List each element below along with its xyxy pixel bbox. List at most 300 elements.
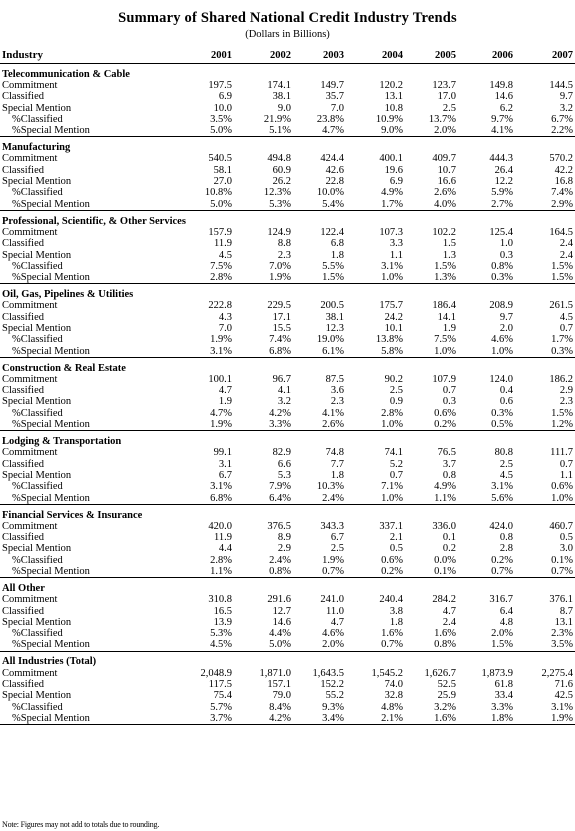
table-cell: 4.4% <box>269 628 291 640</box>
table-cell: 3.7% <box>210 712 232 724</box>
table-cell: 26.4 <box>494 164 513 176</box>
table-cell: 0.7% <box>381 639 403 651</box>
table-cell: 1.9 <box>442 322 456 334</box>
table-cell: 27.0 <box>213 176 232 188</box>
table-cell: 10.0 <box>213 102 232 114</box>
table-cell: 0.2% <box>491 554 513 566</box>
header-year: 2002 <box>270 50 291 61</box>
table-cell: 3.3 <box>389 238 403 250</box>
table-cell: 337.1 <box>379 520 403 532</box>
table-cell: 10.1 <box>384 322 403 334</box>
section-heading <box>0 656 575 667</box>
table-cell: 107.3 <box>379 226 403 238</box>
table-cell: 61.8 <box>494 679 513 691</box>
table-cell: 1,545.2 <box>371 667 403 679</box>
table-cell: 14.6 <box>494 91 513 103</box>
table-cell: 2.6% <box>434 187 456 199</box>
table-row <box>0 668 575 679</box>
table-cell: 35.7 <box>325 91 344 103</box>
table-cell: 1.7% <box>381 198 403 210</box>
table-cell: 55.2 <box>325 690 344 702</box>
table-cell: 208.9 <box>489 300 513 312</box>
table-row <box>0 532 575 543</box>
table-cell: 7.1% <box>381 481 403 493</box>
table-cell: 0.9 <box>389 396 403 408</box>
table-cell: 0.6% <box>434 407 456 419</box>
table-cell: 8.7 <box>559 605 573 617</box>
table-cell: 3.4% <box>322 712 344 724</box>
table-cell: 13.9 <box>213 616 232 628</box>
row-label: Commitment <box>2 300 58 312</box>
table-cell: 42.2 <box>554 164 573 176</box>
row-label: %Special Mention <box>12 345 90 357</box>
table-cell: 376.1 <box>549 594 573 606</box>
section-title: Lodging & Transportation <box>2 436 122 448</box>
table-cell: 76.5 <box>437 447 456 459</box>
section-heading <box>0 289 575 300</box>
table-cell: 157.9 <box>208 226 232 238</box>
table-cell: 4.7% <box>322 125 344 137</box>
row-label: Commitment <box>2 153 58 165</box>
table-cell: 5.0% <box>210 125 232 137</box>
table-row <box>0 679 575 690</box>
table-row <box>0 334 575 345</box>
table-cell: 0.2 <box>442 543 456 555</box>
section-title: Manufacturing <box>2 142 71 154</box>
table-cell: 0.8 <box>499 532 513 544</box>
table-cell: 316.7 <box>489 594 513 606</box>
table-cell: 32.8 <box>384 690 403 702</box>
table-cell: 3.5% <box>551 639 573 651</box>
row-label: %Classified <box>12 701 63 713</box>
table-cell: 87.5 <box>325 373 344 385</box>
table-row <box>0 690 575 701</box>
table-row <box>0 346 575 358</box>
table-cell: 2.6% <box>322 419 344 431</box>
table-cell: 4.8 <box>499 616 513 628</box>
table-row <box>0 125 575 137</box>
table-cell: 1.3 <box>442 249 456 261</box>
section-heading <box>0 363 575 374</box>
table-cell: 6.4% <box>269 492 291 504</box>
table-cell: 24.2 <box>384 311 403 323</box>
row-label: Classified <box>2 532 44 544</box>
industry-trends-table <box>0 48 575 725</box>
table-cell: 111.7 <box>550 447 573 459</box>
table-cell: 570.2 <box>549 153 573 165</box>
table-cell: 4.7 <box>330 616 344 628</box>
table-cell: 100.1 <box>208 373 232 385</box>
table-cell: 3.5% <box>210 113 232 125</box>
table-cell: 8.9 <box>277 532 291 544</box>
table-cell: 22.8 <box>325 176 344 188</box>
table-cell: 11.9 <box>214 532 232 544</box>
table-cell: 6.9 <box>218 91 232 103</box>
table-cell: 4.5 <box>218 249 232 261</box>
table-cell: 376.5 <box>267 520 291 532</box>
row-label: %Special Mention <box>12 492 90 504</box>
table-cell: 2.4% <box>322 492 344 504</box>
table-cell: 2.0% <box>322 639 344 651</box>
table-row <box>0 187 575 198</box>
table-cell: 157.1 <box>267 679 291 691</box>
table-cell: 6.1% <box>322 345 344 357</box>
table-cell: 343.3 <box>320 520 344 532</box>
table-row <box>0 91 575 102</box>
table-cell: 2.4 <box>559 249 573 261</box>
table-cell: 6.2 <box>499 102 513 114</box>
table-cell: 4.1% <box>322 407 344 419</box>
table-row <box>0 272 575 284</box>
table-cell: 14.1 <box>437 311 456 323</box>
table-cell: 5.0% <box>210 198 232 210</box>
table-cell: 1.8 <box>389 616 403 628</box>
table-cell: 17.0 <box>437 91 456 103</box>
table-cell: 11.0 <box>326 605 344 617</box>
table-cell: 4.8% <box>381 701 403 713</box>
row-label: Special Mention <box>2 396 72 408</box>
table-cell: 0.2% <box>434 419 456 431</box>
table-cell: 82.9 <box>272 447 291 459</box>
table-cell: 1.5% <box>551 407 573 419</box>
table-cell: 1,873.9 <box>481 667 513 679</box>
table-cell: 174.1 <box>267 79 291 91</box>
table-cell: 0.8% <box>269 565 291 577</box>
table-cell: 0.4 <box>499 385 513 397</box>
table-cell: 1.2% <box>551 419 573 431</box>
table-cell: 0.2% <box>381 565 403 577</box>
table-cell: 149.8 <box>489 79 513 91</box>
table-cell: 3.1% <box>381 260 403 272</box>
table-cell: 2.2% <box>551 125 573 137</box>
table-cell: 0.1% <box>551 554 573 566</box>
table-cell: 1.7% <box>551 334 573 346</box>
section-title: All Industries (Total) <box>2 656 97 668</box>
header-year: 2001 <box>211 50 232 61</box>
table-row <box>0 713 575 725</box>
table-cell: 2,275.4 <box>541 667 573 679</box>
table-cell: 4.7% <box>210 407 232 419</box>
table-cell: 2.5 <box>442 102 456 114</box>
table-cell: 16.6 <box>437 176 456 188</box>
table-cell: 12.3% <box>263 187 291 199</box>
table-cell: 2.3 <box>330 396 344 408</box>
table-row <box>0 261 575 272</box>
table-cell: 10.9% <box>375 113 403 125</box>
table-cell: 2.1% <box>381 712 403 724</box>
table-cell: 2.5 <box>389 385 403 397</box>
table-cell: 2.8% <box>210 272 232 284</box>
table-cell: 0.8 <box>442 469 456 481</box>
table-cell: 5.6% <box>491 492 513 504</box>
table-cell: 38.1 <box>272 91 291 103</box>
table-cell: 0.7 <box>389 469 403 481</box>
table-cell: 6.9 <box>389 176 403 188</box>
table-cell: 1.1 <box>389 249 403 261</box>
table-cell: 4.5 <box>559 311 573 323</box>
table-cell: 310.8 <box>208 594 232 606</box>
table-cell: 7.0 <box>218 322 232 334</box>
table-cell: 7.4% <box>269 334 291 346</box>
table-row <box>0 606 575 617</box>
header-year: 2006 <box>492 50 513 61</box>
table-cell: 7.5% <box>210 260 232 272</box>
table-cell: 3.1 <box>218 458 232 470</box>
table-cell: 229.5 <box>267 300 291 312</box>
table-row <box>0 176 575 187</box>
table-cell: 6.4 <box>499 605 513 617</box>
table-cell: 3.2 <box>559 102 573 114</box>
table-cell: 33.4 <box>494 690 513 702</box>
table-cell: 14.6 <box>272 616 291 628</box>
table-cell: 15.5 <box>272 322 291 334</box>
row-label: %Special Mention <box>12 712 90 724</box>
table-cell: 1,626.7 <box>424 667 456 679</box>
table-cell: 2.9% <box>551 198 573 210</box>
table-cell: 13.7% <box>428 113 456 125</box>
table-cell: 13.1 <box>384 91 403 103</box>
table-cell: 38.1 <box>325 311 344 323</box>
table-cell: 1.1% <box>434 492 456 504</box>
table-cell: 261.5 <box>549 300 573 312</box>
section-title: All Other <box>2 582 45 594</box>
table-cell: 5.7% <box>210 701 232 713</box>
table-cell: 42.5 <box>554 690 573 702</box>
row-label: %Special Mention <box>12 419 90 431</box>
table-cell: 1,871.0 <box>259 667 291 679</box>
table-cell: 10.8 <box>384 102 403 114</box>
row-label: Special Mention <box>2 616 72 628</box>
table-row <box>0 408 575 419</box>
table-cell: 2.5 <box>499 458 513 470</box>
table-cell: 3.2% <box>434 701 456 713</box>
table-row <box>0 165 575 176</box>
table-row <box>0 470 575 481</box>
header-industry-label: Industry <box>2 49 43 61</box>
table-cell: 5.1% <box>269 125 291 137</box>
table-cell: 9.0 <box>277 102 291 114</box>
table-cell: 90.2 <box>384 373 403 385</box>
table-cell: 12.2 <box>494 176 513 188</box>
table-cell: 2.8% <box>381 407 403 419</box>
table-cell: 0.1% <box>434 565 456 577</box>
table-row <box>0 103 575 114</box>
table-cell: 74.8 <box>325 447 344 459</box>
row-label: Special Mention <box>2 690 72 702</box>
table-cell: 1.8 <box>330 469 344 481</box>
row-label: Special Mention <box>2 543 72 555</box>
table-row <box>0 374 575 385</box>
table-cell: 0.6% <box>381 554 403 566</box>
table-row <box>0 447 575 458</box>
table-cell: 409.7 <box>432 153 456 165</box>
table-row <box>0 459 575 470</box>
table-cell: 26.2 <box>272 176 291 188</box>
table-cell: 0.8% <box>491 260 513 272</box>
table-cell: 1.9 <box>218 396 232 408</box>
table-cell: 124.9 <box>267 226 291 238</box>
table-cell: 186.4 <box>432 300 456 312</box>
table-cell: 424.0 <box>489 520 513 532</box>
table-cell: 1.5% <box>434 260 456 272</box>
section-heading <box>0 583 575 594</box>
table-cell: 80.8 <box>494 447 513 459</box>
table-cell: 3.1% <box>551 701 573 713</box>
table-cell: 5.0% <box>269 639 291 651</box>
table-row <box>0 702 575 713</box>
table-cell: 4.4 <box>218 543 232 555</box>
table-cell: 7.5% <box>434 334 456 346</box>
header-year: 2004 <box>382 50 403 61</box>
table-cell: 400.1 <box>379 153 403 165</box>
table-cell: 7.0 <box>330 102 344 114</box>
table-cell: 5.9% <box>491 187 513 199</box>
table-row <box>0 323 575 334</box>
row-label: Commitment <box>2 667 58 679</box>
table-row <box>0 238 575 249</box>
table-cell: 4.1 <box>277 385 291 397</box>
row-label: Commitment <box>2 226 58 238</box>
table-cell: 2.9 <box>277 543 291 555</box>
table-cell: 4.3 <box>218 311 232 323</box>
table-cell: 5.3% <box>210 628 232 640</box>
row-label: %Classified <box>12 554 63 566</box>
table-row <box>0 481 575 492</box>
table-cell: 6.8% <box>210 492 232 504</box>
table-cell: 3.1% <box>491 481 513 493</box>
table-cell: 149.7 <box>320 79 344 91</box>
row-label: %Classified <box>12 113 63 125</box>
table-cell: 460.7 <box>549 520 573 532</box>
table-cell: 10.3% <box>316 481 344 493</box>
section-heading <box>0 510 575 521</box>
table-cell: 1.5% <box>491 639 513 651</box>
row-label: Commitment <box>2 79 58 91</box>
table-cell: 16.5 <box>213 605 232 617</box>
row-label: %Classified <box>12 407 63 419</box>
table-cell: 241.0 <box>320 594 344 606</box>
table-cell: 0.3 <box>442 396 456 408</box>
table-row <box>0 385 575 396</box>
row-label: %Classified <box>12 260 63 272</box>
table-cell: 7.0% <box>269 260 291 272</box>
table-cell: 6.6 <box>277 458 291 470</box>
table-cell: 102.2 <box>432 226 456 238</box>
table-cell: 0.7% <box>551 565 573 577</box>
section-title: Telecommunication & Cable <box>2 68 130 80</box>
table-cell: 0.3% <box>551 345 573 357</box>
table-cell: 0.6% <box>551 481 573 493</box>
table-cell: 1.6% <box>381 628 403 640</box>
table-cell: 74.1 <box>384 447 403 459</box>
section-title: Oil, Gas, Pipelines & Utilities <box>2 289 134 301</box>
table-cell: 2.8% <box>210 554 232 566</box>
table-cell: 9.7% <box>491 113 513 125</box>
section-heading <box>0 69 575 80</box>
table-cell: 2.3 <box>277 249 291 261</box>
row-label: %Special Mention <box>12 272 90 284</box>
footnote: Note: Figures may not add to totals due to rounding. <box>2 820 160 829</box>
section-title: Professional, Scientific, & Other Services <box>2 215 186 227</box>
table-cell: 12.3 <box>325 322 344 334</box>
table-cell: 9.7 <box>499 311 513 323</box>
table-cell: 13.8% <box>375 334 403 346</box>
table-cell: 1.0% <box>381 419 403 431</box>
table-cell: 4.5 <box>499 469 513 481</box>
table-cell: 444.3 <box>489 153 513 165</box>
table-cell: 2.3% <box>551 628 573 640</box>
table-cell: 2.3 <box>559 396 573 408</box>
table-cell: 125.4 <box>489 226 513 238</box>
table-cell: 1.6% <box>434 628 456 640</box>
table-cell: 0.7% <box>491 565 513 577</box>
page-title: Summary of Shared National Credit Industry Trends <box>118 10 457 26</box>
table-cell: 1.5 <box>442 238 456 250</box>
table-cell: 17.1 <box>272 311 291 323</box>
table-header <box>0 48 575 64</box>
row-label: Special Mention <box>2 322 72 334</box>
row-label: %Classified <box>12 481 63 493</box>
table-cell: 2.0 <box>499 322 513 334</box>
table-cell: 6.8 <box>330 238 344 250</box>
table-row <box>0 617 575 628</box>
table-row <box>0 227 575 238</box>
table-cell: 1.0 <box>499 238 513 250</box>
row-label: Commitment <box>2 373 58 385</box>
section-heading <box>0 436 575 447</box>
table-cell: 107.9 <box>432 373 456 385</box>
table-row <box>0 300 575 311</box>
table-cell: 5.8% <box>381 345 403 357</box>
table-cell: 3.1% <box>210 345 232 357</box>
table-cell: 3.0 <box>559 543 573 555</box>
table-cell: 3.8 <box>389 605 403 617</box>
row-label: Special Mention <box>2 176 72 188</box>
table-cell: 96.7 <box>272 373 291 385</box>
table-row <box>0 199 575 211</box>
table-cell: 164.5 <box>549 226 573 238</box>
table-row <box>0 521 575 532</box>
table-cell: 6.7 <box>330 532 344 544</box>
row-label: Classified <box>2 164 44 176</box>
table-cell: 222.8 <box>208 300 232 312</box>
table-cell: 1.0% <box>551 492 573 504</box>
table-cell: 1.6% <box>434 712 456 724</box>
table-cell: 79.0 <box>272 690 291 702</box>
table-cell: 6.7% <box>551 113 573 125</box>
table-cell: 25.9 <box>437 690 456 702</box>
table-cell: 186.2 <box>549 373 573 385</box>
table-cell: 10.7 <box>437 164 456 176</box>
header-year: 2005 <box>435 50 456 61</box>
table-cell: 494.8 <box>267 153 291 165</box>
row-label: Special Mention <box>2 249 72 261</box>
table-cell: 1.8% <box>491 712 513 724</box>
table-cell: 4.5% <box>210 639 232 651</box>
table-cell: 1.9% <box>269 272 291 284</box>
table-cell: 3.7 <box>442 458 456 470</box>
table-cell: 117.5 <box>208 679 232 691</box>
table-cell: 3.6 <box>330 385 344 397</box>
table-cell: 5.3% <box>269 198 291 210</box>
table-cell: 0.5% <box>491 419 513 431</box>
table-cell: 0.5 <box>389 543 403 555</box>
row-label: %Special Mention <box>12 198 90 210</box>
table-row <box>0 396 575 407</box>
table-cell: 7.7 <box>330 458 344 470</box>
table-cell: 4.7 <box>218 385 232 397</box>
table-cell: 42.6 <box>325 164 344 176</box>
